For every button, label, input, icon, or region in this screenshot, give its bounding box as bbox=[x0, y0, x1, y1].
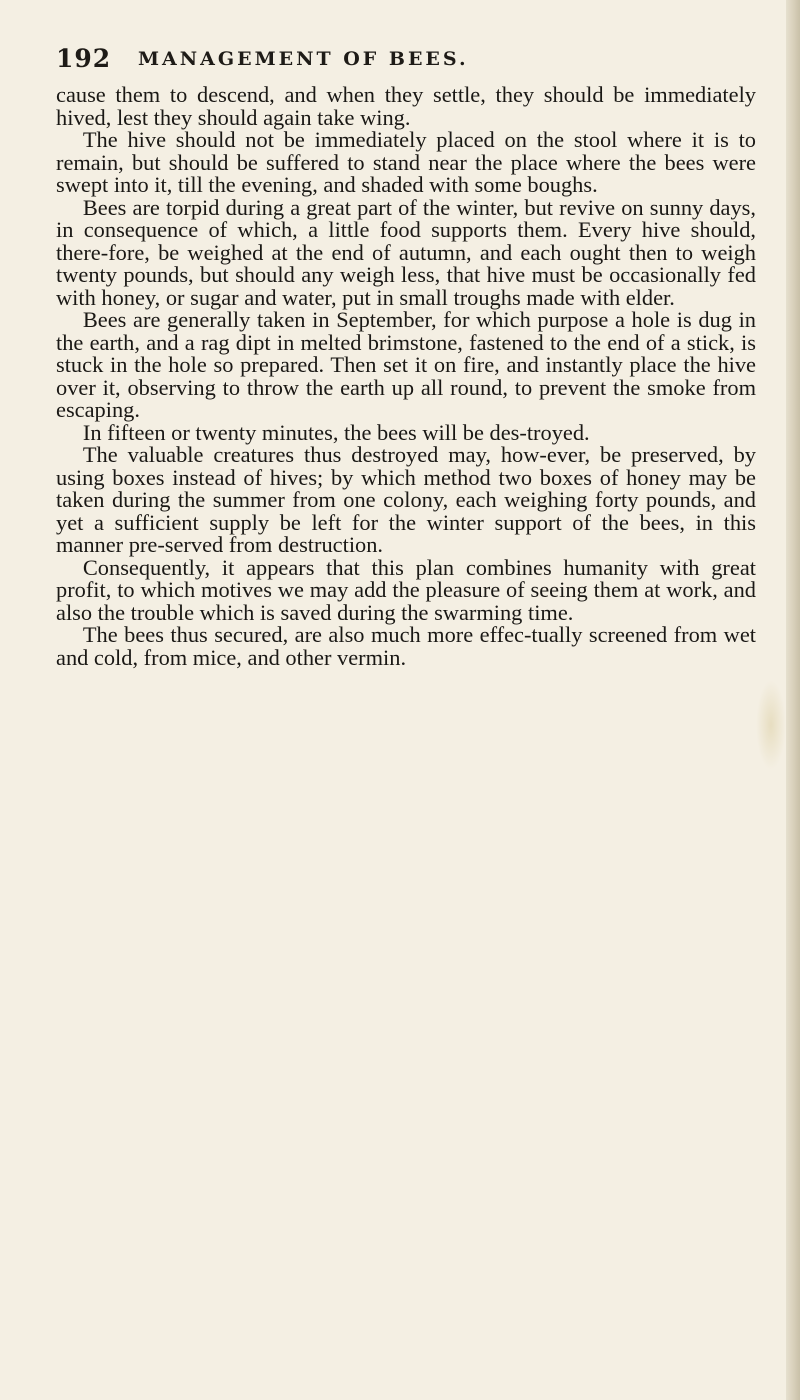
paper-stain bbox=[756, 680, 786, 770]
paragraph-5: In fifteen or twenty minutes, the bees will be des-troyed. bbox=[82, 419, 590, 445]
paragraph-3: Bees are torpid during a great part of the winter, but revive on sunny days, in consequence of which, a little food supports them. Every hive should, there-fore, be weighed at the end of autumn, and each ought then to weigh twenty pounds, but should any weigh less, that hive must be occasionally fed with honey, or sugar and water, put in small troughs made with elder. bbox=[56, 194, 756, 310]
paragraph-1: cause them to descend, and when they settle, they should be immediately hived, lest they should again take wing. bbox=[56, 82, 756, 130]
page-edge bbox=[786, 0, 800, 1400]
paragraph-7: Consequently, it appears that this plan combines humanity with great profit, to which motives we may add the pleasure of seeing them at work, and also the trouble which is saved during the swarming time. bbox=[56, 554, 756, 625]
paragraph-8: The bees thus secured, are also much more effec-tually screened from wet and cold, from mice, and other vermin. bbox=[56, 622, 756, 670]
body-text bbox=[56, 84, 756, 669]
paragraph-2: The hive should not be immediately placed on the stool where it is to remain, but should be suffered to stand near the place where the bees were swept into it, till the evening, and shaded with some boughs. bbox=[56, 127, 756, 197]
page-number: 192 bbox=[56, 44, 112, 73]
paragraph-4: Bees are generally taken in September, for which purpose a hole is dug in the earth, and a rag dipt in melted brimstone, fastened to the end of a stick, is stuck in the hole so prepared. Then set it on fire, and instantly place the hive over it, observing to throw the earth up all round, to prevent the smoke from escaping. bbox=[56, 307, 756, 422]
paragraph-6: The valuable creatures thus destroyed may, how-ever, be preserved, by using boxes instead of hives; by which method two boxes of honey may be taken during the summer from one colony, each weighing forty pounds, and yet a sufficient supply be left for the winter support of the bees, in this manner pre-served from destruction. bbox=[56, 442, 756, 557]
running-head: MANAGEMENT OF BEES. bbox=[138, 48, 469, 70]
page-header bbox=[56, 44, 756, 78]
